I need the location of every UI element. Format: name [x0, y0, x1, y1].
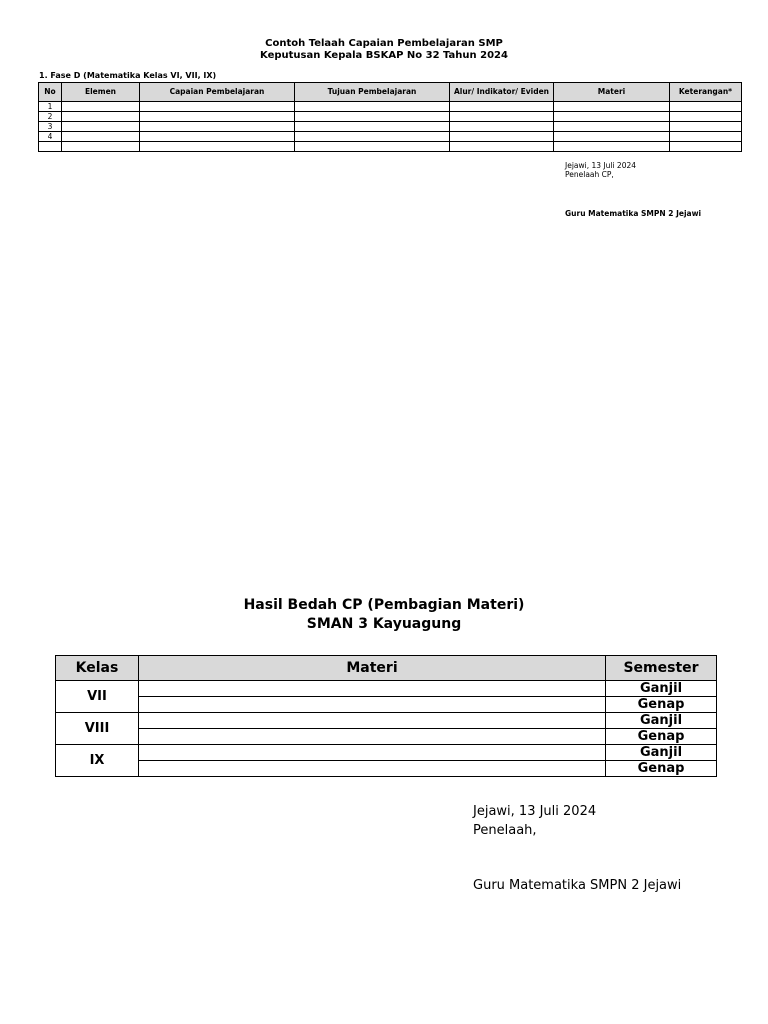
table-cell: [62, 122, 140, 132]
table-row: [56, 681, 717, 697]
header-tujuan: Tujuan Pembelajaran: [295, 83, 450, 102]
table-row: [56, 745, 717, 761]
table-cell: [295, 132, 450, 142]
telaah-cp-table: [38, 82, 742, 152]
doc2-title-line2: SMAN 3 Kayuagung: [306, 616, 462, 632]
materi-cell: [139, 761, 606, 777]
table-cell: [554, 132, 670, 142]
table-cell: [554, 122, 670, 132]
semester-cell: Ganjil: [606, 745, 717, 761]
signature-name: Guru Matematika SMPN 2 Jejawi: [473, 878, 682, 893]
header-semester: Semester: [606, 656, 717, 681]
row-number: [39, 142, 62, 152]
kelas-cell: VII: [56, 681, 139, 713]
signature-role: Penelaah CP,: [565, 170, 614, 179]
table-cell: [62, 142, 140, 152]
doc1-title-line2: Keputusan Kepala BSKAP No 32 Tahun 2024: [260, 50, 508, 61]
table-cell: [140, 132, 295, 142]
table-cell: [295, 122, 450, 132]
table-row: [56, 713, 717, 729]
row-number: 4: [39, 132, 62, 142]
table-cell: [140, 102, 295, 112]
doc2-title-line1: Hasil Bedah CP (Pembagian Materi): [243, 597, 525, 613]
table-cell: [62, 132, 140, 142]
table-cell: [450, 142, 554, 152]
doc2-signature-block: [473, 802, 596, 840]
kelas-cell: VIII: [56, 713, 139, 745]
table-cell: [295, 142, 450, 152]
table-cell: [554, 142, 670, 152]
table-cell: [554, 112, 670, 122]
header-materi: Materi: [554, 83, 670, 102]
pembagian-materi-table: [55, 655, 717, 777]
table-header-row: [39, 83, 742, 102]
signature-place-date: Jejawi, 13 Juli 2024: [473, 804, 597, 819]
table-cell: [140, 142, 295, 152]
header-keterangan: Keterangan*: [670, 83, 742, 102]
table-cell: [670, 112, 742, 122]
semester-cell: Ganjil: [606, 681, 717, 697]
doc1-title: [0, 38, 768, 62]
header-kelas: Kelas: [56, 656, 139, 681]
table-cell: [295, 112, 450, 122]
table-cell: [554, 102, 670, 112]
table-row: [56, 729, 717, 745]
row-number: 2: [39, 112, 62, 122]
semester-cell: Ganjil: [606, 713, 717, 729]
table-cell: [670, 102, 742, 112]
table-cell: [670, 132, 742, 142]
materi-cell: [139, 745, 606, 761]
materi-cell: [139, 681, 606, 697]
signature-name: Guru Matematika SMPN 2 Jejawi: [565, 209, 702, 218]
materi-cell: [139, 729, 606, 745]
semester-cell: Genap: [606, 761, 717, 777]
table-header-row: [56, 656, 717, 681]
doc2-title: [0, 596, 768, 634]
table-cell: [140, 122, 295, 132]
signature-role: Penelaah,: [473, 823, 537, 838]
table-row: [39, 132, 742, 142]
doc1-section-label: 1. Fase D (Matematika Kelas VI, VII, IX): [39, 71, 217, 80]
doc1-title-line1: Contoh Telaah Capaian Pembelajaran SMP: [265, 38, 503, 49]
header-capaian: Capaian Pembelajaran: [140, 83, 295, 102]
table-row: [39, 122, 742, 132]
table-cell: [450, 102, 554, 112]
materi-cell: [139, 697, 606, 713]
semester-cell: Genap: [606, 729, 717, 745]
table-row: [56, 697, 717, 713]
semester-cell: Genap: [606, 697, 717, 713]
table-cell: [140, 112, 295, 122]
doc1-signature-block: [565, 161, 636, 179]
materi-cell: [139, 713, 606, 729]
table-cell: [450, 112, 554, 122]
table-row: [56, 761, 717, 777]
signature-place-date: Jejawi, 13 Juli 2024: [565, 161, 637, 170]
header-materi: Materi: [139, 656, 606, 681]
row-number: 3: [39, 122, 62, 132]
table-row: [39, 112, 742, 122]
table-cell: [450, 132, 554, 142]
table-cell: [62, 102, 140, 112]
table-cell: [295, 102, 450, 112]
table-cell: [670, 142, 742, 152]
table-row: [39, 102, 742, 112]
table-cell: [670, 122, 742, 132]
kelas-cell: IX: [56, 745, 139, 777]
header-elemen: Elemen: [62, 83, 140, 102]
row-number: 1: [39, 102, 62, 112]
table-cell: [450, 122, 554, 132]
header-alur: Alur/ Indikator/ Eviden: [450, 83, 554, 102]
header-no: No: [39, 83, 62, 102]
table-cell: [62, 112, 140, 122]
table-row: [39, 142, 742, 152]
